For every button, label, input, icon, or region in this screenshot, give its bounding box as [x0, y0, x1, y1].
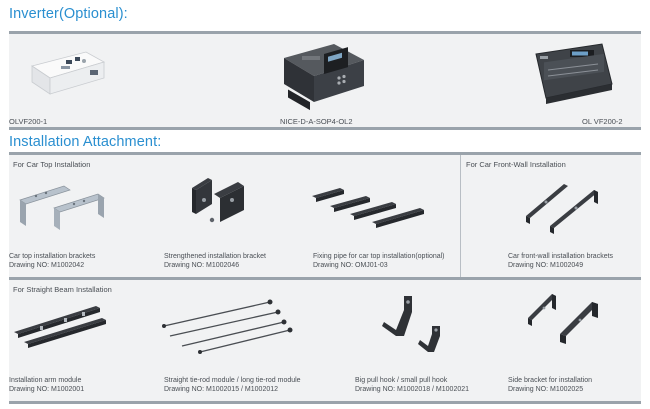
front-wall-bracket-image — [520, 178, 604, 236]
car-top-item-3-drawing: Drawing NO: OMJ01-03 — [313, 262, 388, 269]
straight-beam-heading: For Straight Beam Installation — [13, 285, 112, 294]
inverter-label-2: NICE-D-A-SOP4-OL2 — [280, 117, 353, 126]
installation-section-title: Installation Attachment: — [9, 134, 162, 150]
panel-divider — [460, 155, 461, 277]
beam-item-2-drawing: Drawing NO: M1002015 / M1002012 — [164, 386, 279, 393]
inverter-nice-image — [282, 40, 366, 106]
tie-rod-image — [160, 298, 296, 356]
front-wall-item-1-drawing: Drawing NO: M1002049 — [508, 262, 584, 269]
beam-item-4-drawing: Drawing NO: M1002025 — [508, 386, 584, 393]
pull-hook-image — [374, 292, 454, 356]
beam-item-4-name: Side bracket for installation — [508, 377, 593, 384]
car-top-item-1-name: Car top installation brackets — [9, 253, 96, 260]
installation-arm-image — [10, 296, 110, 356]
inverter-label-1: OLVF200-1 — [9, 117, 48, 126]
beam-item-2-name: Straight tie-rod module / long tie-rod module — [164, 377, 301, 384]
fixing-pipe-image — [310, 184, 434, 234]
beam-item-3-drawing: Drawing NO: M1002018 / M1002021 — [355, 386, 470, 393]
car-top-item-2-name: Strengthened installation bracket — [164, 253, 266, 260]
front-wall-item-1-name: Car front-wall installation brackets — [508, 253, 614, 260]
car-top-item-3-name: Fixing pipe for car top installation(optional) — [313, 253, 445, 260]
inverter-olvf200-2-image — [532, 40, 616, 110]
beam-item-1-name: Installation arm module — [9, 377, 82, 384]
car-top-heading: For Car Top Installation — [13, 160, 91, 169]
inverter-section-title: Inverter(Optional): — [9, 6, 128, 22]
inverter-bottom-bar — [9, 127, 641, 130]
inverter-olvf200-1-image — [28, 44, 108, 104]
car-top-item-1-drawing: Drawing NO: M1002042 — [9, 262, 85, 269]
car-top-bracket-image — [14, 178, 114, 238]
front-wall-heading: For Car Front-Wall Installation — [466, 160, 566, 169]
straight-beam-bottom-bar — [9, 401, 641, 404]
strengthened-bracket-image — [184, 170, 254, 234]
side-bracket-image — [522, 288, 606, 348]
beam-item-1-drawing: Drawing NO: M1002001 — [9, 386, 85, 393]
car-top-item-2-drawing: Drawing NO: M1002046 — [164, 262, 240, 269]
beam-item-3-name: Big pull hook / small pull hook — [355, 377, 448, 384]
inverter-label-3: OL VF200-2 — [582, 117, 623, 126]
